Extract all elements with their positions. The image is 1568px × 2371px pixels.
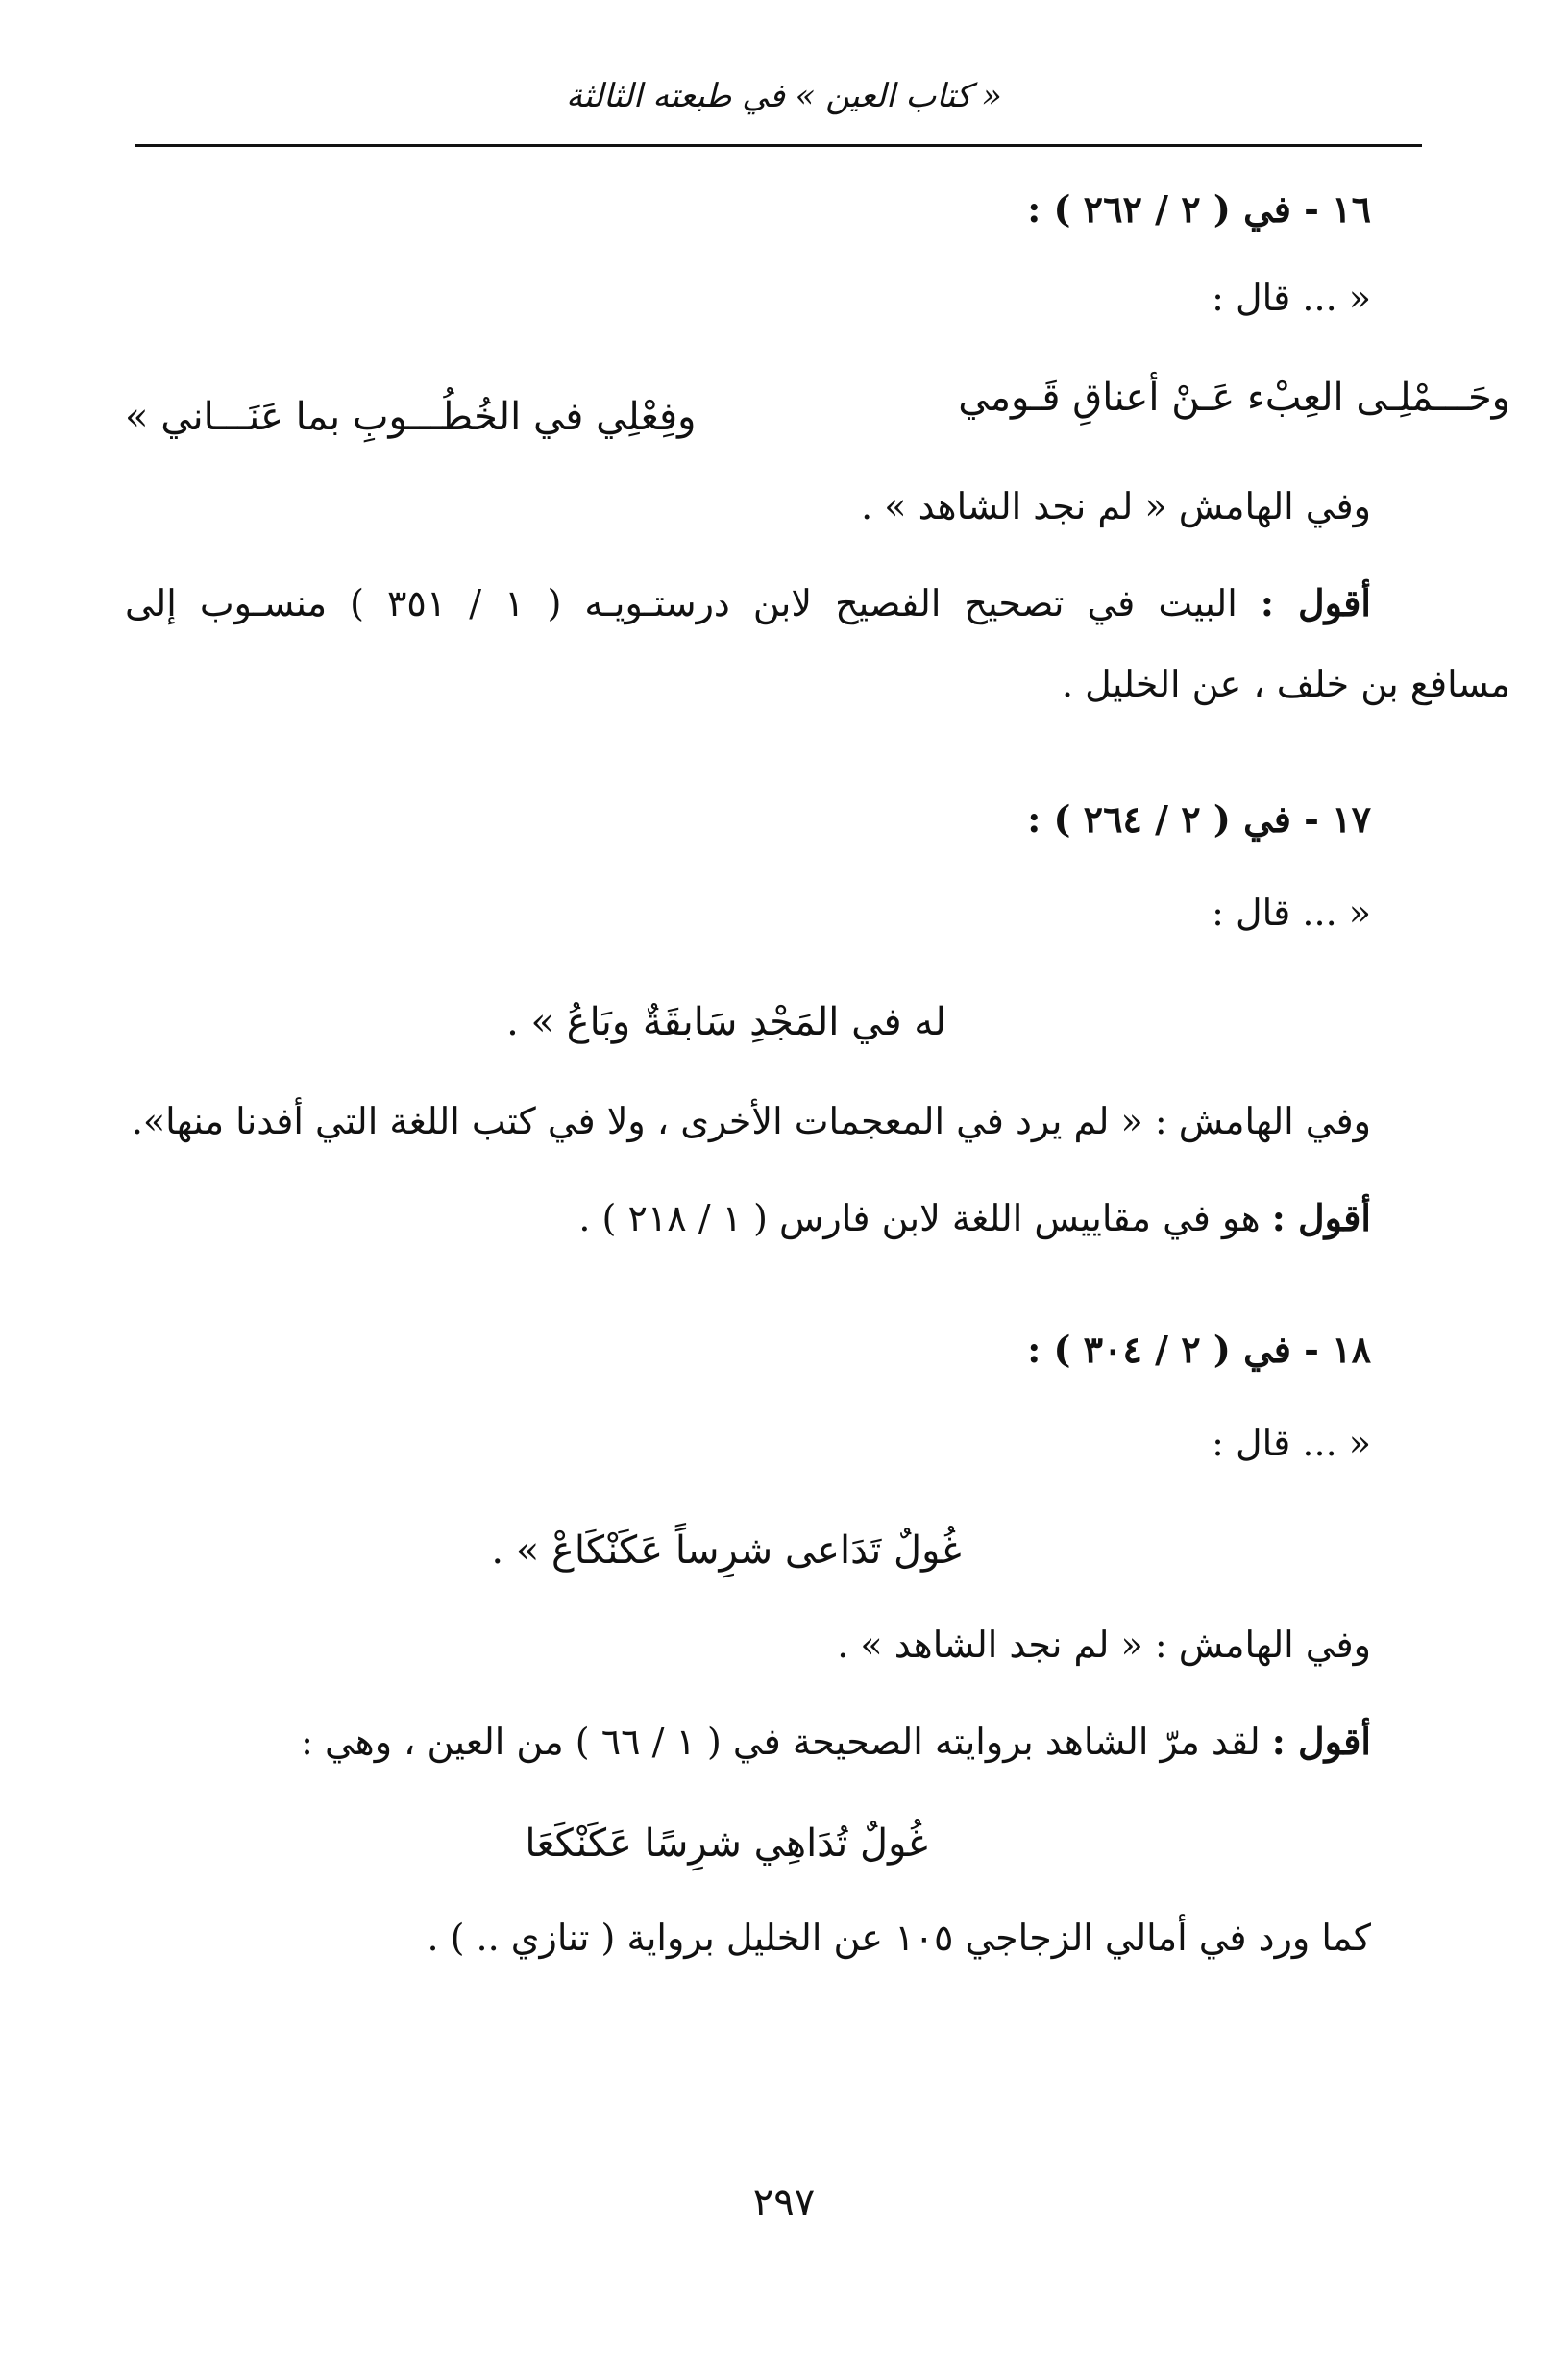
- entry-18-heading: ١٨ - في ( ٢ / ٣٠٤ ) :: [1027, 1328, 1371, 1371]
- comment-text: هو في مقاييس اللغة لابن فارس ( ١ / ٢١٨ ) .: [578, 1197, 1261, 1239]
- entry-16-verse-first-hemistich: وحَـــمْلِـى العِبْء عَـنْ أعناقِ قَـومي: [958, 376, 1510, 420]
- entry-18-intro: « ... قال :: [1212, 1422, 1371, 1464]
- entry-17-margin-note: وفي الهامش : « لم يرد في المعجمات الأخرى ، ولا في كتب اللغة التي أفدنا منها».: [131, 1100, 1371, 1142]
- entry-17-comment: [578, 1196, 1371, 1241]
- entry-16-margin-note: وفي الهامش « لم نجد الشاهد » .: [861, 485, 1371, 527]
- entry-16-intro: « ... قال :: [1212, 277, 1371, 319]
- comment-text: لقد مرّ الشاهد بروايته الصحيحة في ( ١ / ٦٦ ) من العين ، وهي :: [301, 1721, 1261, 1763]
- entry-17-intro: « ... قال :: [1212, 892, 1371, 934]
- entry-18-comment-line1: [301, 1720, 1371, 1765]
- comment-label: أقول :: [1260, 581, 1371, 624]
- entry-16-comment-line2: مسافع بن خلف ، عن الخليل .: [1061, 663, 1510, 705]
- entry-17-heading: ١٧ - في ( ٢ / ٢٦٤ ) :: [1027, 797, 1371, 841]
- entry-18-comment-line2: كما ورد في أمالي الزجاجي ١٠٥ عن الخليل برواية ( تنازي .. ) .: [427, 1917, 1371, 1959]
- running-header: « كتاب العين » في طبعته الثالثة: [566, 77, 1002, 115]
- comment-label: أقول :: [1271, 1196, 1371, 1239]
- entry-16-heading: ١٦ - في ( ٢ / ٢٦٢ ) :: [1027, 187, 1371, 231]
- entry-17-verse: له في المَجْدِ سَابقَةٌ وبَاعُ » .: [506, 1000, 946, 1044]
- entry-18-margin-note: وفي الهامش : « لم نجد الشاهد » .: [837, 1624, 1371, 1666]
- comment-text: البيت في تصحيح الفصيح لابن درستـويـه ( ١ / ٣٥١ ) منسـوب إلى: [125, 582, 1237, 624]
- entry-18-verse-correct: غُولٌ تُدَاهِي شرِسًا عَكَنْكَعَا: [525, 1821, 928, 1866]
- header-divider: [135, 144, 1422, 147]
- entry-16-comment-line1: [125, 581, 1371, 626]
- entry-16-verse-second-hemistich: وفِعْلِي في الخُطُـــوبِ بما عَنَـــاني »: [125, 395, 697, 439]
- comment-label: أقول :: [1271, 1720, 1371, 1763]
- page-number: ٢٩٧: [752, 2181, 816, 2225]
- entry-18-verse: غُولٌ تَدَاعى شرِساً عَكَنْكَاعْ » .: [491, 1528, 962, 1573]
